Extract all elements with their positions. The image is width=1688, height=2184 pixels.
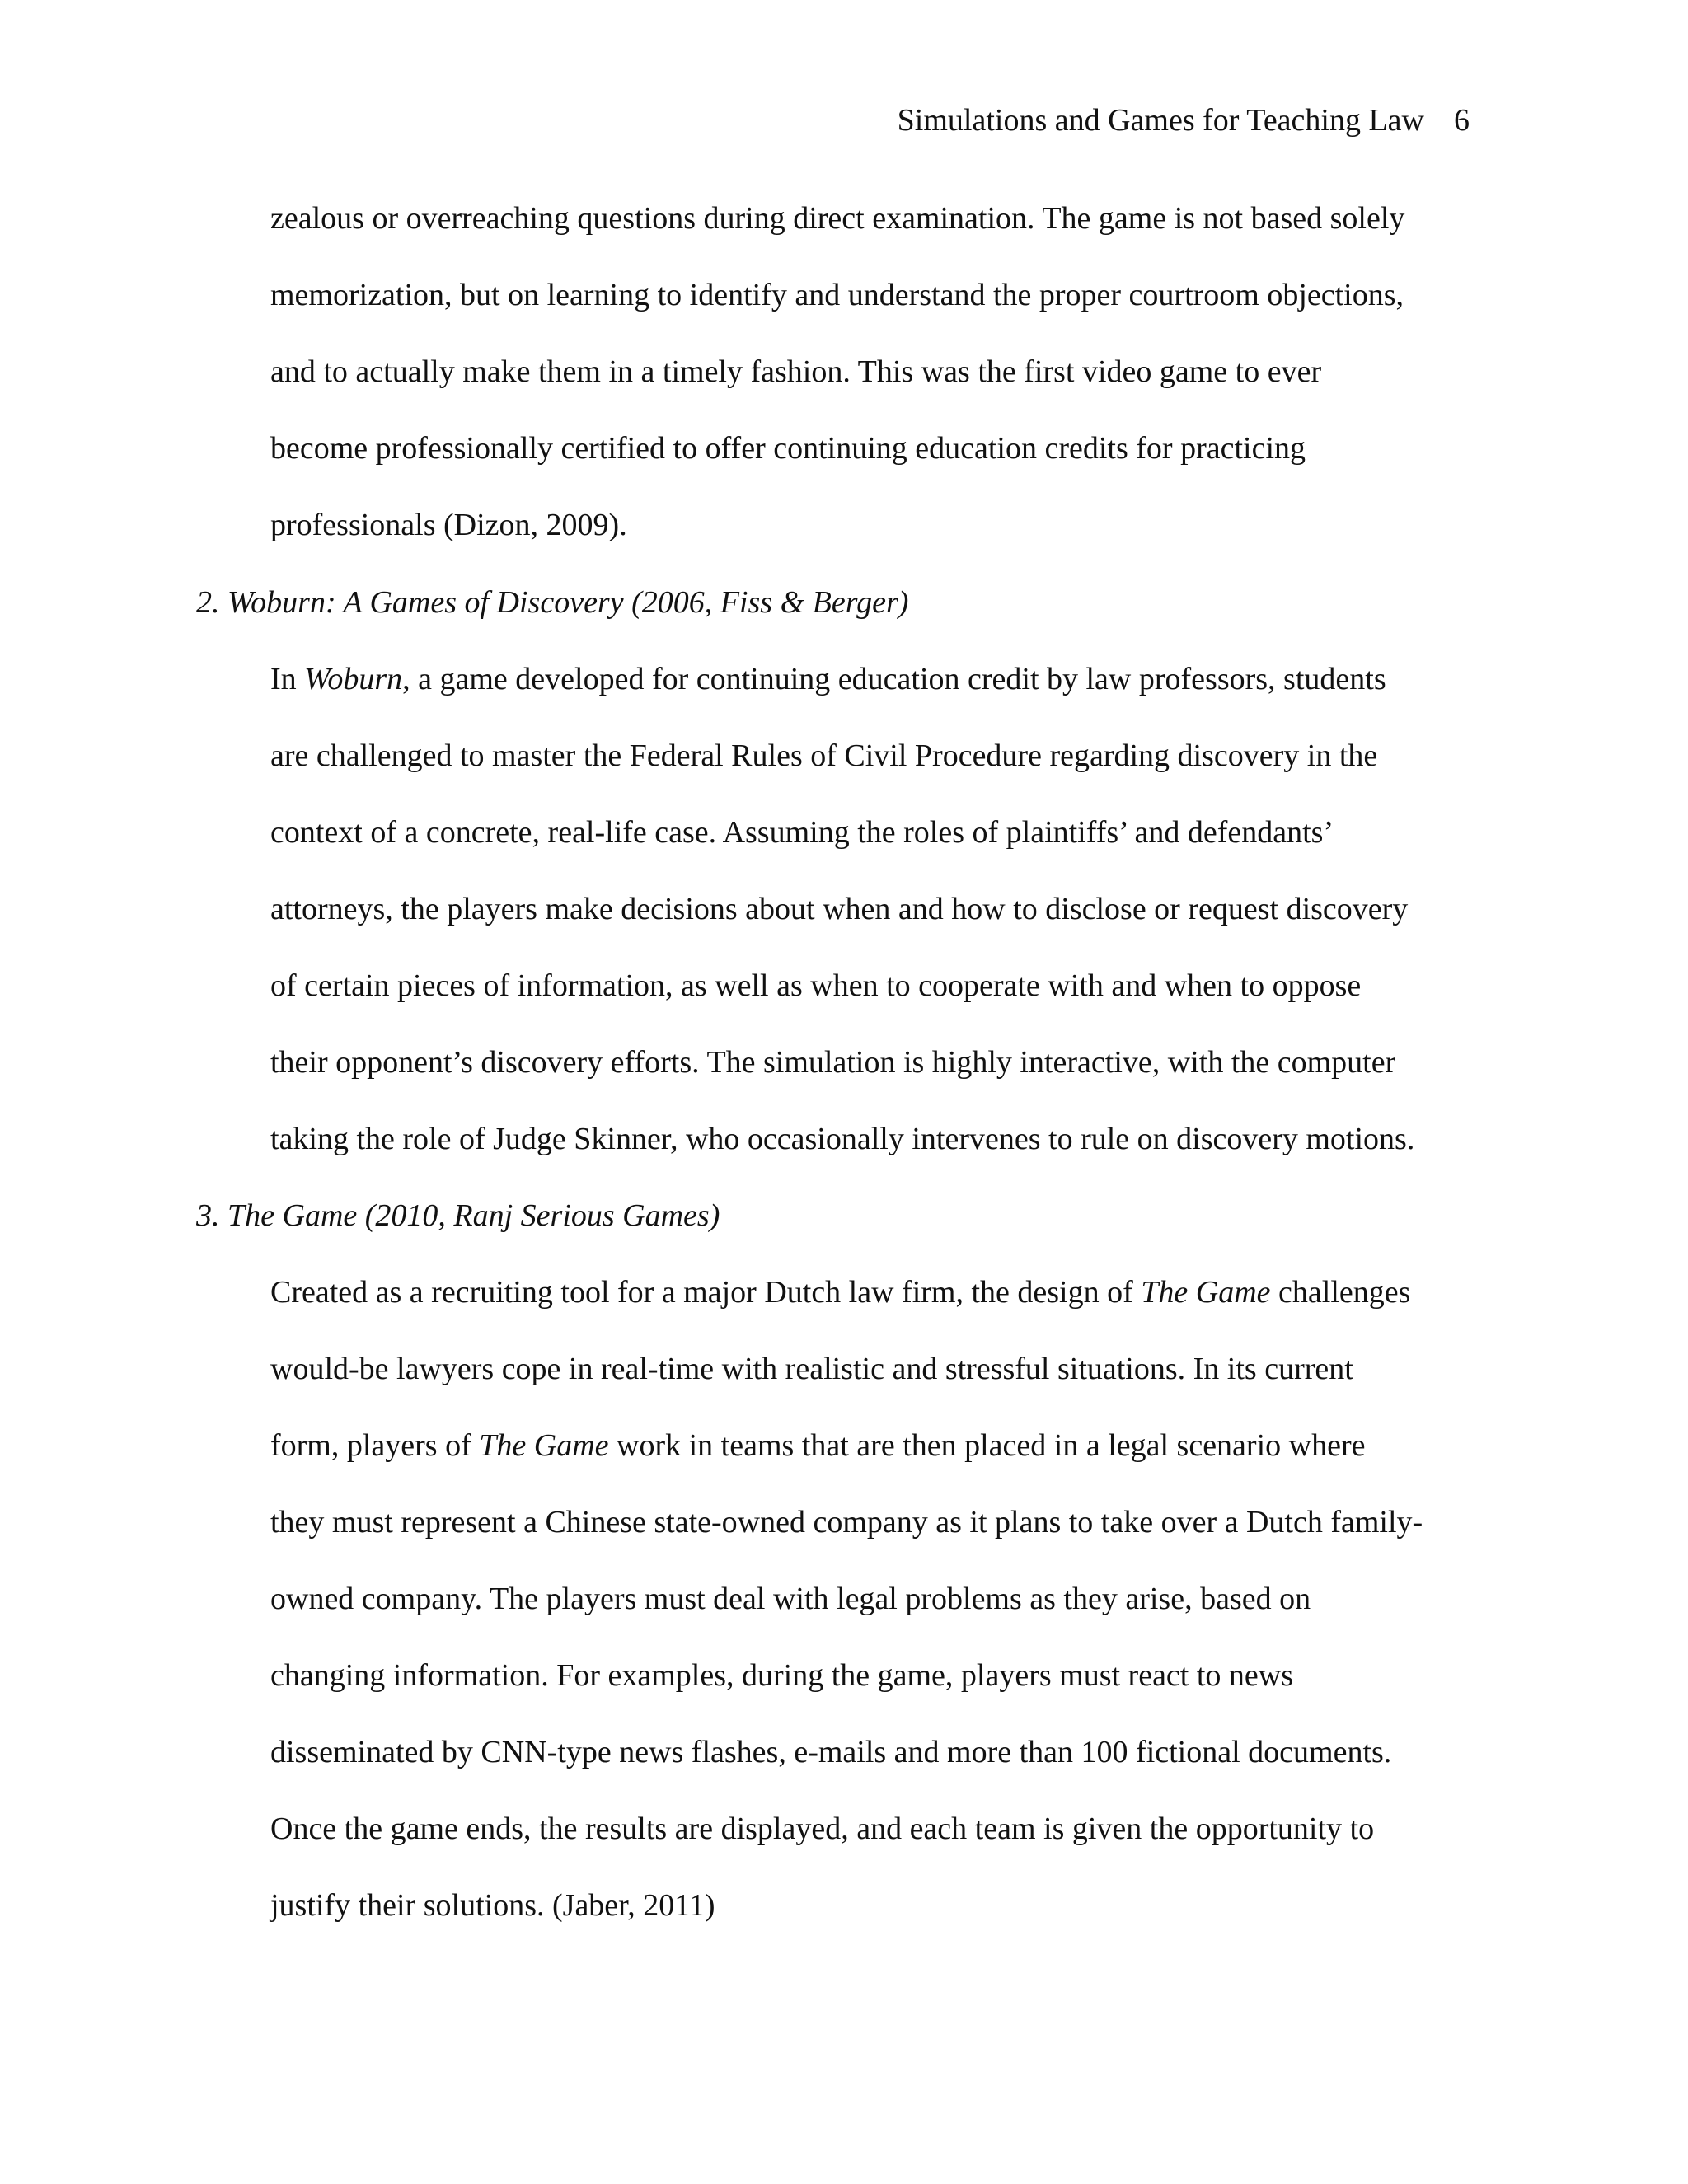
text-segment: challenges [1270, 1275, 1411, 1310]
text-line: Once the game ends, the results are displayed, and each team is given the opportunity to [270, 1811, 1375, 1846]
section-heading-woburn: 2. Woburn: A Games of Discovery (2006, Fiss & Berger) [196, 585, 909, 620]
running-title: Simulations and Games for Teaching Law [897, 103, 1424, 138]
game-title-the-game: The Game [479, 1428, 609, 1463]
page-number: 6 [1454, 103, 1470, 138]
text-line [270, 1269, 1410, 1315]
game-title-woburn: Woburn [304, 662, 403, 696]
text-line: they must represent a Chinese state-owned company as it plans to take over a Dutch family- [270, 1505, 1423, 1540]
text-line [270, 656, 1386, 702]
text-segment: work in teams that are then placed in a legal scenario where [608, 1428, 1366, 1463]
text-line: justify their solutions. (Jaber, 2011) [270, 1888, 715, 1923]
text-segment: , a game developed for continuing education credit by law professors, students [402, 662, 1386, 696]
text-line: would-be lawyers cope in real-time with realistic and stressful situations. In its current [270, 1352, 1353, 1386]
running-head [898, 97, 1470, 143]
text-line: memorization, but on learning to identify and understand the proper courtroom objections, [270, 278, 1404, 312]
text-segment: Created as a recruiting tool for a major Dutch law firm, the design of [270, 1275, 1142, 1310]
section-heading-the-game: 3. The Game (2010, Ranj Serious Games) [196, 1198, 720, 1233]
text-line: of certain pieces of information, as well as when to cooperate with and when to oppose [270, 968, 1362, 1003]
text-line: and to actually make them in a timely fashion. This was the first video game to ever [270, 354, 1322, 389]
text-line: become professionally certified to offer continuing education credits for practicing [270, 431, 1306, 466]
text-segment: In [270, 662, 305, 696]
text-line: professionals (Dizon, 2009). [270, 508, 627, 542]
text-line [270, 1422, 1365, 1469]
text-line: are challenged to master the Federal Rules of Civil Procedure regarding discovery in the [270, 738, 1378, 773]
text-line: disseminated by CNN-type news flashes, e-mails and more than 100 fictional documents. [270, 1735, 1392, 1769]
text-line: context of a concrete, real-life case. Assuming the roles of plaintiffs’ and defendants’ [270, 815, 1334, 850]
text-line: their opponent’s discovery efforts. The simulation is highly interactive, with the computer [270, 1045, 1396, 1080]
text-line: owned company. The players must deal with legal problems as they arise, based on [270, 1582, 1311, 1616]
text-line: changing information. For examples, during the game, players must react to news [270, 1658, 1294, 1693]
text-segment: form, players of [270, 1428, 480, 1463]
text-line: zealous or overreaching questions during direct examination. The game is not based solely [270, 201, 1405, 236]
game-title-the-game: The Game [1141, 1275, 1271, 1310]
text-line: taking the role of Judge Skinner, who occasionally intervenes to rule on discovery motions. [270, 1122, 1415, 1156]
text-line: attorneys, the players make decisions about when and how to disclose or request discovery [270, 892, 1409, 926]
